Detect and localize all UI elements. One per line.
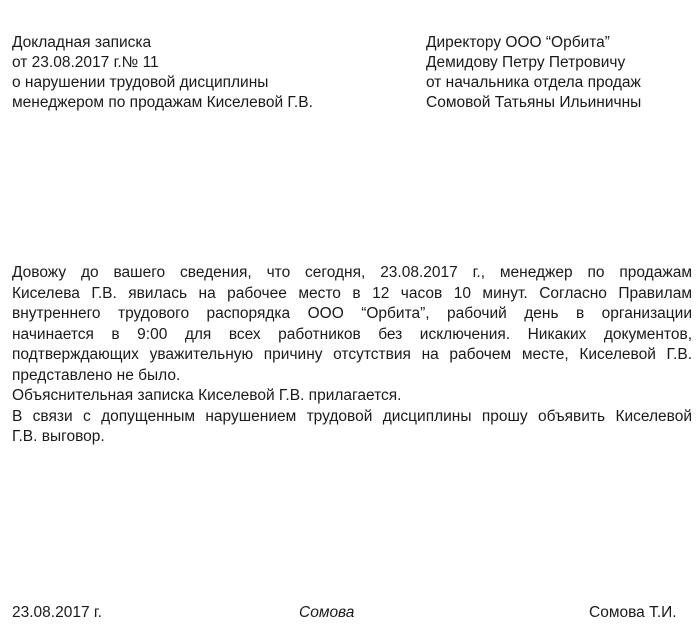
body-line: Киселева Г.В. явилась на рабочее место в 12 часов 10 минут. Согласно Правилам — [12, 284, 692, 302]
footer-date: 23.08.2017 г. — [12, 604, 102, 621]
document-subject-line-1: о нарушении трудовой дисциплины — [12, 74, 269, 91]
sender-name: Сомовой Татьяны Ильиничны — [426, 94, 642, 111]
addressee-name: Демидову Петру Петровичу — [426, 54, 626, 71]
body-paragraph-attachment: Объяснительная записка Киселевой Г.В. прилагается. — [12, 387, 402, 404]
sender-title: от начальника отдела продаж — [426, 74, 641, 91]
signer-name: Сомова Т.И. — [589, 604, 677, 621]
signature: Сомова — [299, 604, 355, 621]
body-line: представлено не было. — [12, 366, 181, 384]
header-right-block — [426, 33, 641, 113]
body-line: В связи с допущенным нарушением трудовой дисциплины прошу объявить Киселевой — [12, 407, 692, 425]
header-left-block — [12, 33, 313, 113]
body-line: подтверждающих уважительную причину отсутствия на рабочем месте, Киселевой Г.В. — [12, 346, 692, 363]
addressee-title: Директору ООО “Орбита” — [426, 34, 610, 51]
body-line: начинается в 9:00 для всех работников без исключения. Никаких документов, — [12, 325, 692, 343]
body-line: Довожу до вашего сведения, что сегодня, 23.08.2017 г., менеджер по продажам — [12, 264, 692, 281]
document-body — [12, 263, 692, 448]
document-date-number: от 23.08.2017 г.№ 11 — [12, 54, 159, 71]
body-line: Г.В. выговор. — [12, 428, 105, 445]
document-subject-line-2: менеджером по продажам Киселевой Г.В. — [12, 94, 313, 111]
document-title: Докладная записка — [12, 34, 152, 51]
body-line: внутреннего трудового распорядка ООО “Орбита”, рабочий день в организации — [12, 305, 692, 322]
